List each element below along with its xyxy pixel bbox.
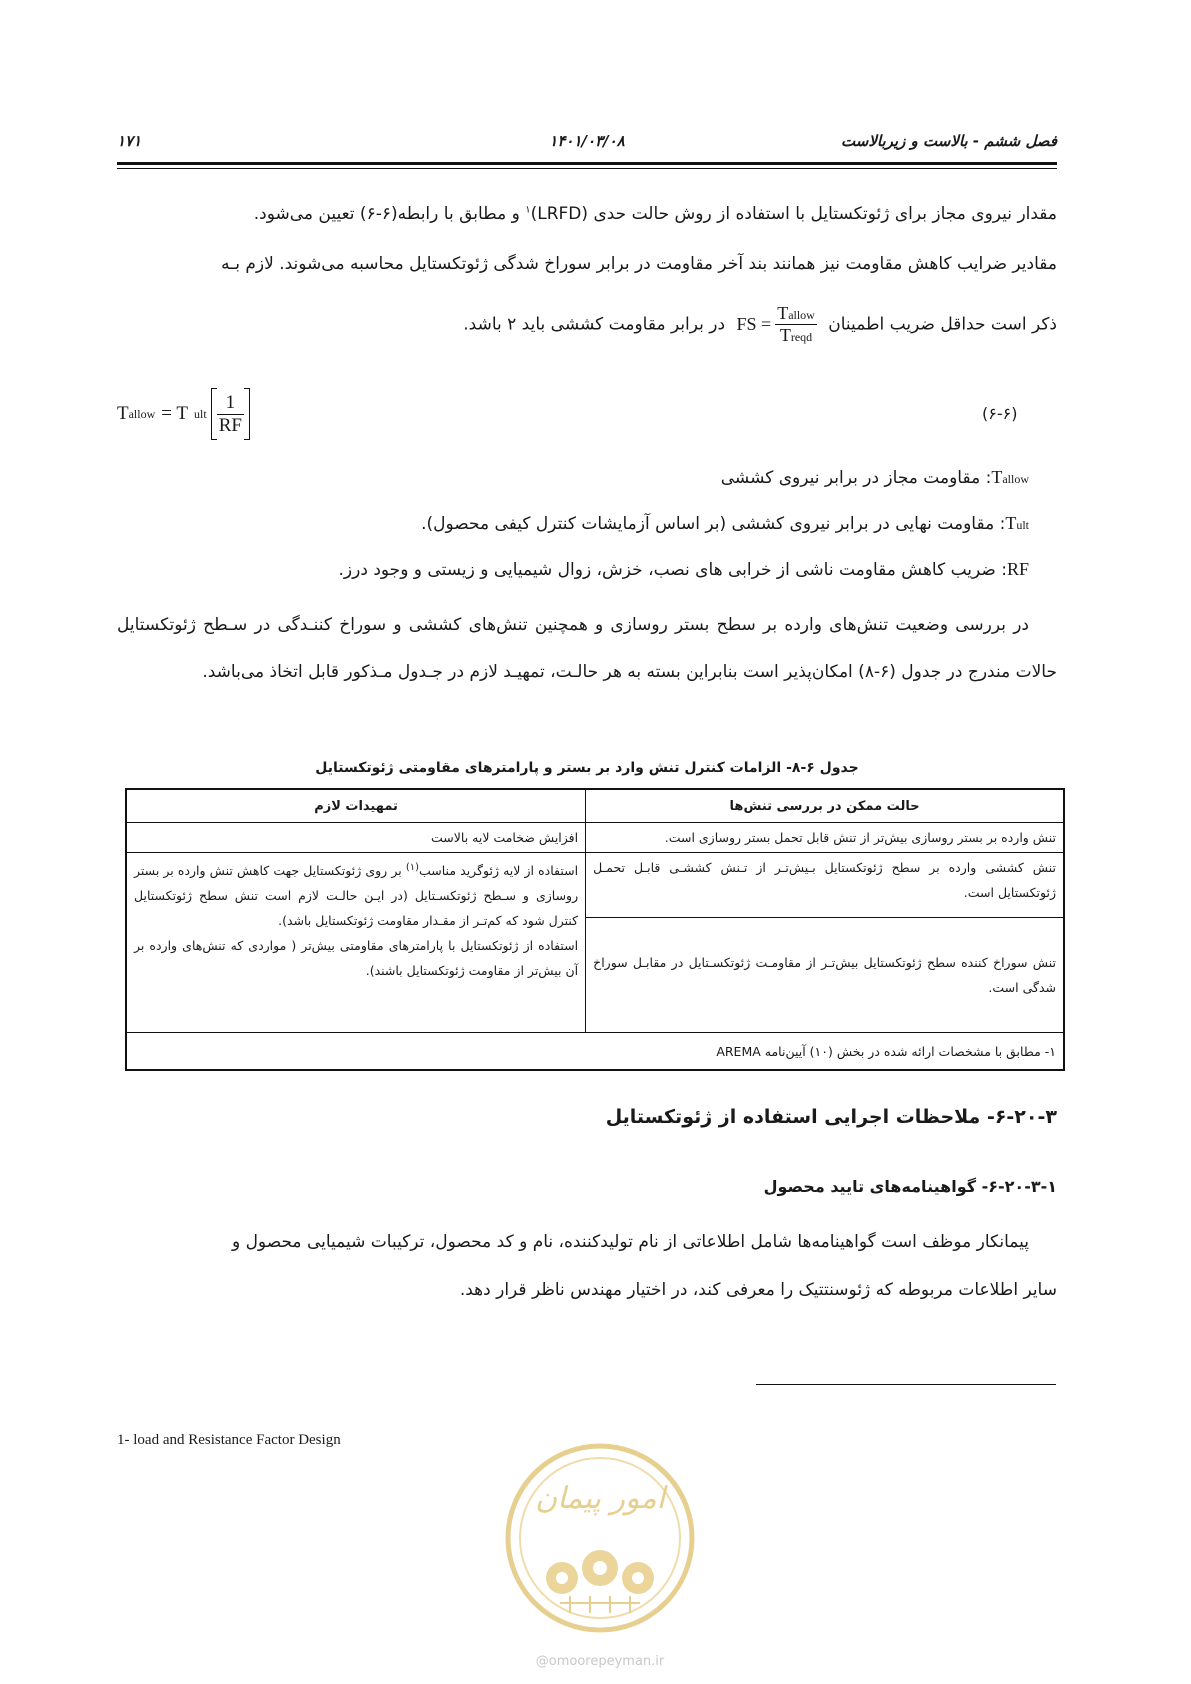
table-header-case: حالت ممکن در بررسی تنش‌ها bbox=[586, 789, 1064, 823]
intro-line-1: مقدار نیروی مجاز برای ژئوتکستایل با استفاده از روش حالت حدی (LRFD)$^۱$ و مطابق با رابطه(۶-۶) تعیین می‌شود. bbox=[253, 204, 1057, 224]
svg-text:امور پیمان: امور پیمان bbox=[535, 1481, 665, 1516]
watermark-logo-icon bbox=[500, 1438, 700, 1638]
equation-bracket: $\frac{1}{RF}$ bbox=[211, 388, 250, 440]
intro-line-3: ذکر است حداقل ضریب اطمینان FS = $\frac{\text{Tallow}}{\text{Treqd}}$ در برابر مقاومت کششی باید ۲ باشد. bbox=[463, 303, 1057, 345]
footnote-ref: ۱ bbox=[525, 204, 531, 216]
header-rule-thin bbox=[117, 168, 1057, 169]
definition-t-ult: Tult: مقاومت نهایی در برابر نیروی کششی (بر اساس آزمایشات کنترل کیفی محصول). bbox=[421, 513, 1029, 534]
paragraph-stress-cases: در بررسی وضعیت تنش‌های وارده بر سطح بستر روسازی و همچنین تنش‌های کششی و سوراخ کننـدگی در سـطح ژئوتکستایل حالات مندرج در جدول (۶-۸) امکان‌پذیر است بنابراین بسته به هر حالـت، تمهیـد لازم در جـدول مـذکور قابل اتخاذ می‌باشد. bbox=[117, 615, 1057, 682]
footnote: 1- load and Resistance Factor Design bbox=[117, 1432, 341, 1448]
page-header bbox=[117, 128, 1057, 158]
footnote-rule bbox=[756, 1384, 1056, 1385]
section-heading: ۶-۲۰-۳- ملاحظات اجرایی استفاده از ژئوتکستایل bbox=[605, 1106, 1057, 1128]
table-note-row bbox=[126, 1033, 1064, 1071]
page-number: ۱۷۱ bbox=[117, 132, 142, 150]
paragraph-certificates-line-1: پیمانکار موظف است گواهینامه‌ها شامل اطلاعاتی از نام تولیدکننده، نام و کد محصول، ترکیبات شیمیایی محصول و bbox=[231, 1232, 1029, 1252]
table-cell-case: تنش سوراخ کننده سطح ژئوتکستایل بیش‌تـر از مقاومـت ژئوتکسـتایل در مقابـل سوراخ شدگی است. bbox=[586, 918, 1064, 1033]
table-row bbox=[126, 823, 1064, 853]
definition-t-allow: Tallow: مقاومت مجاز در برابر نیروی کششی bbox=[720, 467, 1029, 488]
table-row bbox=[126, 853, 1064, 918]
requirements-table bbox=[125, 788, 1065, 1071]
table-note: ۱- مطابق با مشخصات ارائه شده در بخش (۱۰) آیین‌نامه AREMA bbox=[126, 1033, 1064, 1071]
equation-number: (۶-۶) bbox=[982, 404, 1018, 423]
intro-line-2: مقادیر ضرایب کاهش مقاومت نیز همانند بند آخر مقاومت در برابر سوراخ شدگی ژئوتکستایل محاسبه می‌شوند. لازم بـه bbox=[221, 254, 1057, 274]
fs-formula: FS = $\frac{\text{Tallow}}{\text{Treqd}}$ bbox=[736, 303, 815, 345]
table-header-measure: تمهیدات لازم bbox=[126, 789, 586, 823]
watermark-site: @omoorepeyman.ir bbox=[535, 1654, 665, 1669]
table-cell-case: تنش وارده بر بستر روسازی بیش‌تر از تنش قابل تحمل بستر روسازی است. bbox=[586, 823, 1064, 853]
paragraph-certificates-line-2: سایر اطلاعات مربوطه که ژئوسنتتیک را معرفی کند، در اختیار مهندس ناظر قرار دهد. bbox=[459, 1280, 1057, 1300]
table-cell-case: تنش کششی وارده بر سطح ژئوتکستایل بـیش‌تـر از تـنش کششـی قابـل تحمـل ژئوتکستایل است. bbox=[586, 853, 1064, 918]
table-cell-measure: افزایش ضخامت لایه بالاست bbox=[126, 823, 586, 853]
definition-rf: RF: ضریب کاهش مقاومت ناشی از خرابی های نصب، خزش، زوال شیمیایی و زیستی و وجود درز. bbox=[338, 559, 1029, 580]
table-header-row bbox=[126, 789, 1064, 823]
subsection-heading: ۶-۲۰-۳-۱- گواهینامه‌های تایید محصول bbox=[763, 1177, 1057, 1196]
table-cell-measure-combined: استفاده از لایه ژئوگرید مناسب$^{(۱)}$ بر روی ژئوتکستایل جهت کاهش تنش وارده بر بستر روسازی و سـطح ژئوتکسـتایل (در ایـن حالـت لازم است تنش سطح ژئوتکستایل کنترل شود که کم‌تـر از مقـدار مقاومت ژئوتکستایل باشد). استفاده از ژئوتکستایل با پارامترهای مقاومتی بیش‌تر ( مواردی که تنش‌های وارده بر آن بیش‌تر از مقاومت ژئوتکستایل باشند). bbox=[126, 853, 586, 1033]
equation-6-6: T allow = T ult $\frac{1}{RF}$ bbox=[117, 388, 250, 440]
header-date: ۱۴۰۱/۰۳/۰۸ bbox=[549, 132, 625, 150]
table-caption: جدول ۶-۸- الزامات کنترل تنش وارد بر بستر و پارامترهای مقاومتی ژئوتکستایل bbox=[315, 760, 859, 776]
chapter-title: فصل ششم - بالاست و زیربالاست bbox=[841, 132, 1057, 150]
header-rule-thick bbox=[117, 162, 1057, 165]
